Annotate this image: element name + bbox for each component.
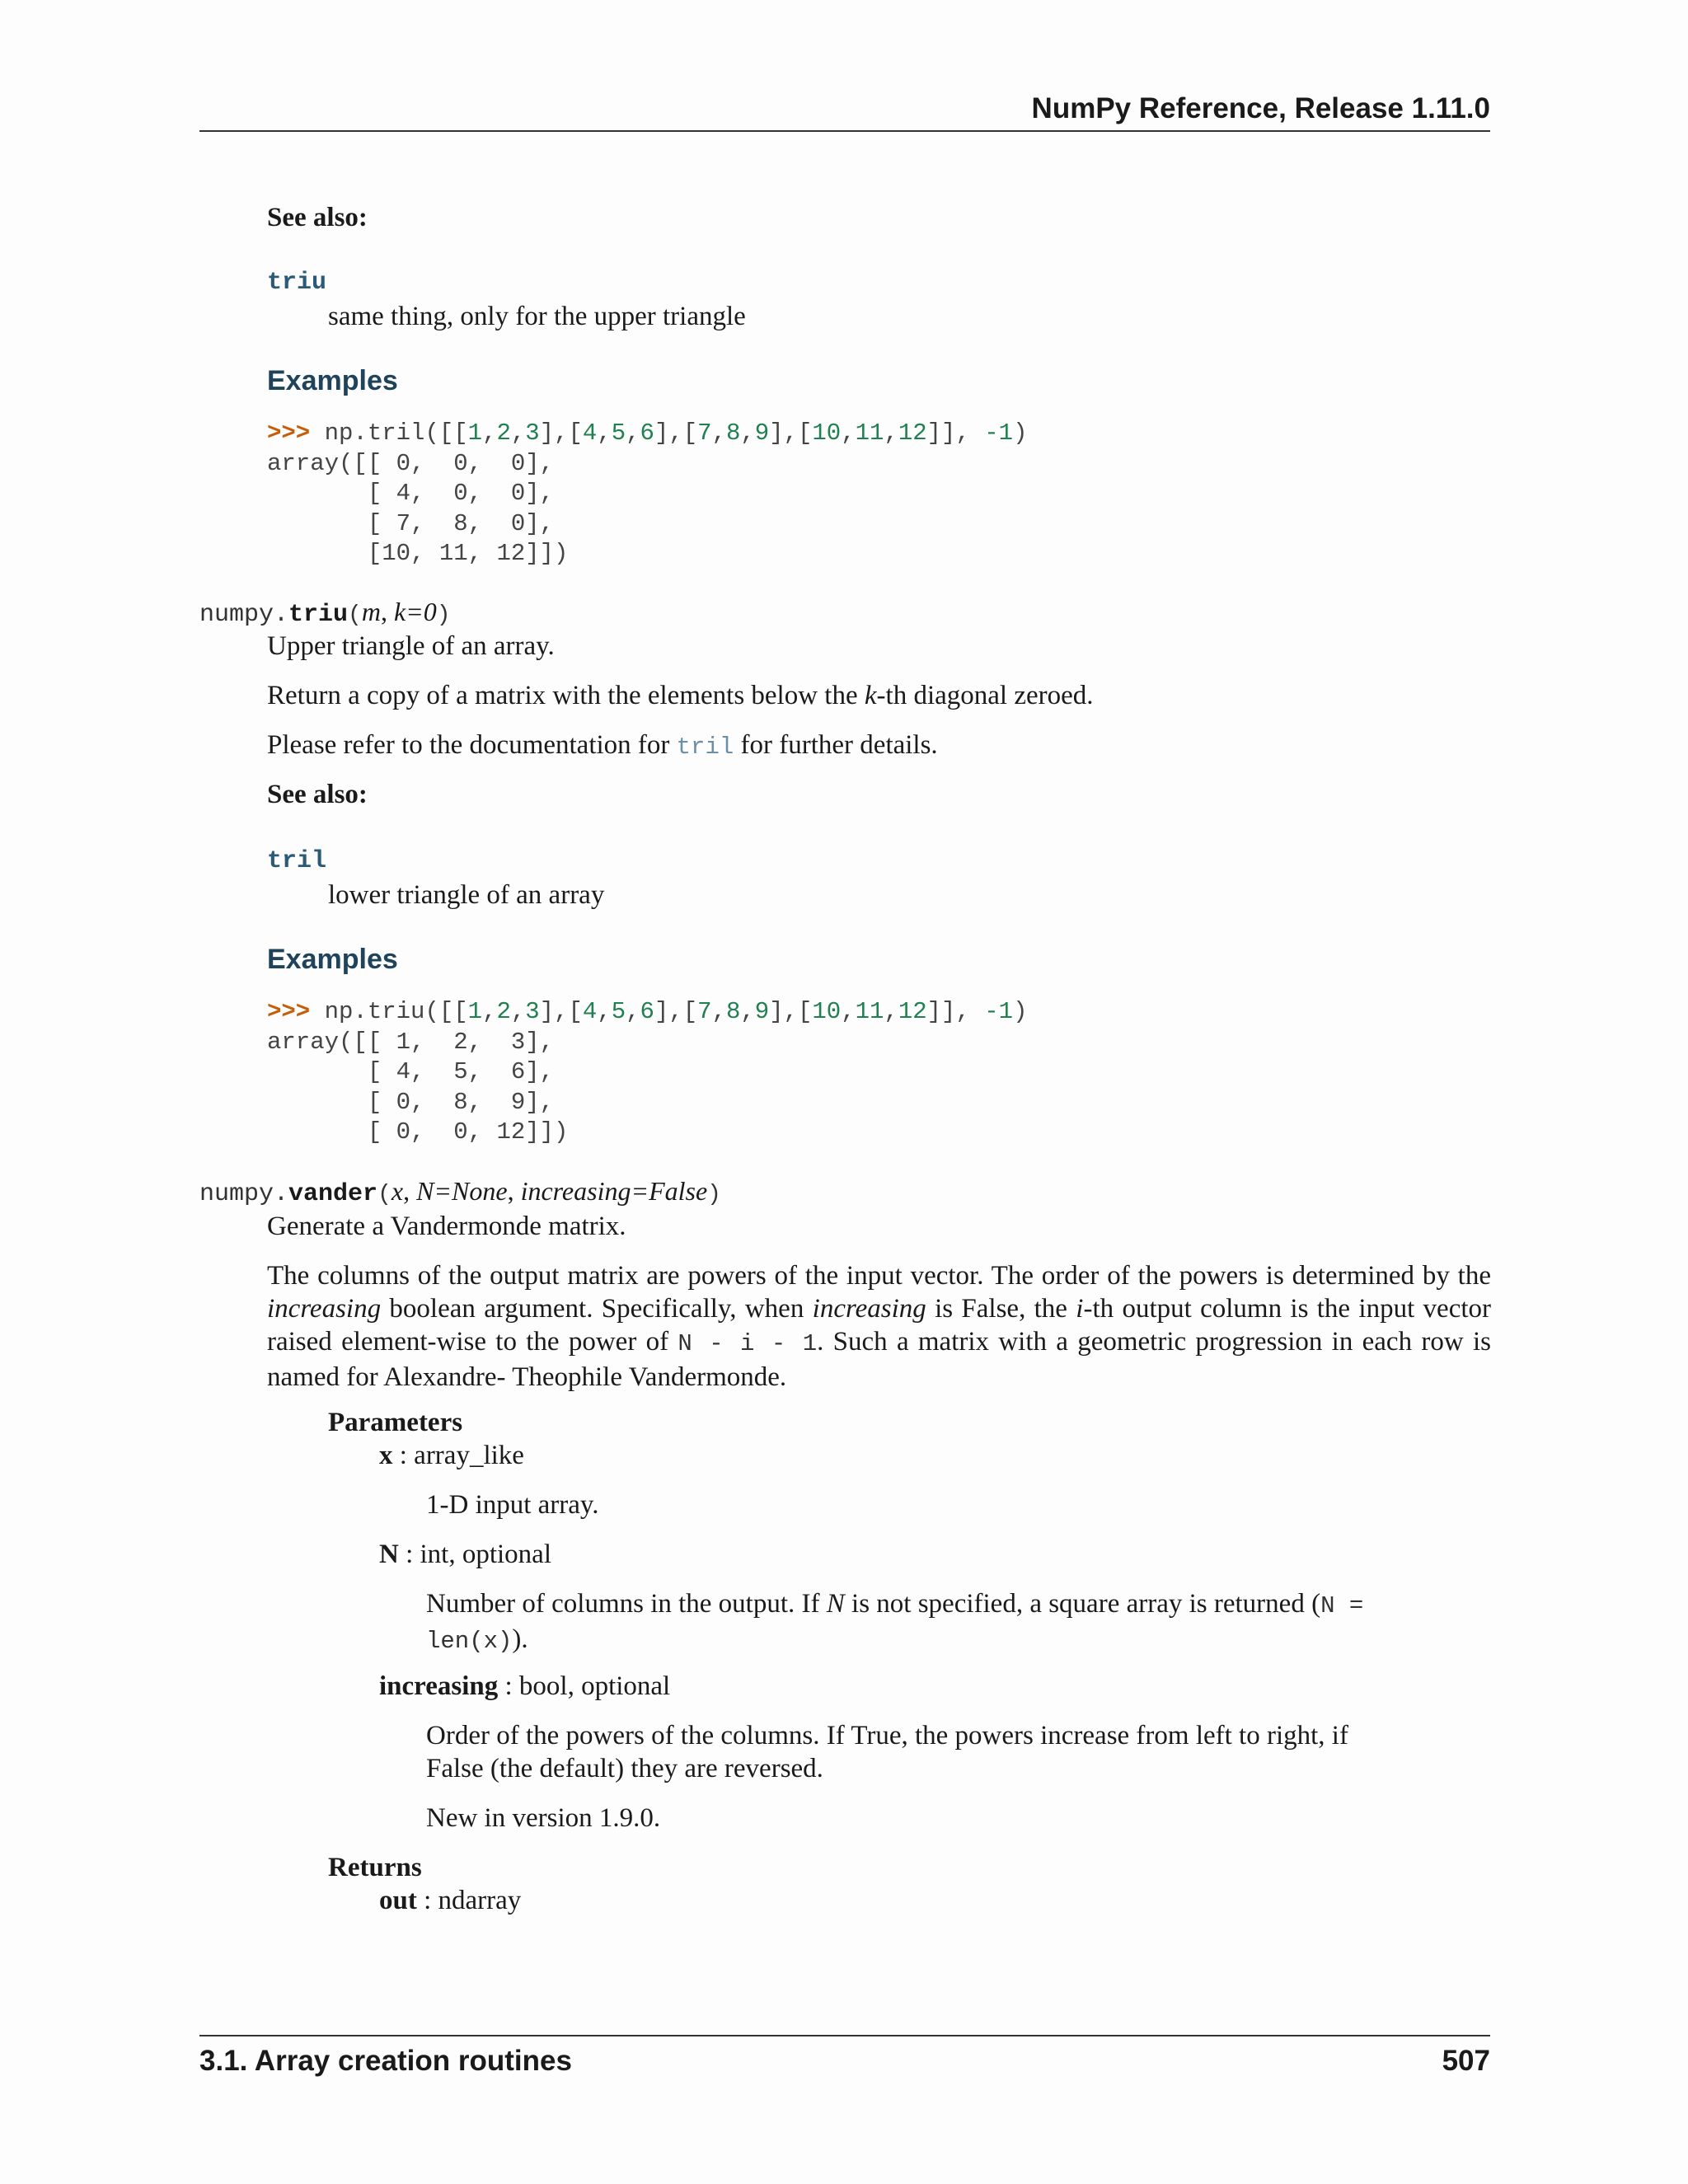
tril-inline-link[interactable]: tril xyxy=(676,733,734,761)
xref-triu-link[interactable]: triu xyxy=(267,269,327,297)
triu-examples-heading: Examples xyxy=(267,944,398,975)
tril-code-block xyxy=(267,419,1028,569)
tril-code-output-line: [ 4, 0, 0], xyxy=(267,480,555,507)
triu-code-output-line: [ 0, 0, 12]]) xyxy=(267,1118,569,1146)
param-n-name: N xyxy=(379,1540,399,1569)
tril-code-call: >>> np.tril([[1,2,3],[4,5,6],[7,8,9],[10,11,12]], -1) xyxy=(267,419,1028,447)
xref-tril-description: lower triangle of an array xyxy=(328,880,605,910)
xref-triu-description: same thing, only for the upper triangle xyxy=(328,302,746,331)
tril-see-also-label: See also: xyxy=(267,203,368,232)
header-title: NumPy Reference, Release 1.11.0 xyxy=(1031,92,1490,124)
triu-param-m: m xyxy=(361,597,381,626)
param-increasing: increasing : bool, optional xyxy=(379,1671,671,1701)
xref-tril-link[interactable]: tril xyxy=(267,847,327,875)
tril-code-output-line: [10, 11, 12]]) xyxy=(267,540,569,567)
page-footer xyxy=(199,2035,1490,2086)
vander-module: numpy. xyxy=(199,1180,289,1208)
tril-code-output-line: array([[ 0, 0, 0], xyxy=(267,449,555,477)
triu-module: numpy. xyxy=(199,601,289,629)
tril-examples-heading: Examples xyxy=(267,365,398,396)
param-x: x : array_like xyxy=(379,1441,524,1470)
triu-code-call: >>> np.triu([[1,2,3],[4,5,6],[7,8,9],[10,11,12]], -1) xyxy=(267,998,1028,1025)
param-increasing-description: Order of the powers of the columns. If True, the powers increase from left to right, if False (the default) they are reversed. xyxy=(426,1721,1348,1783)
param-increasing-version: New in version 1.9.0. xyxy=(426,1803,661,1833)
triu-description: Return a copy of a matrix with the elements below the k-th diagonal zeroed. xyxy=(267,681,1094,710)
param-x-name: x xyxy=(379,1441,393,1470)
triu-function-name: triu xyxy=(288,601,349,629)
vander-param-n: N=None xyxy=(416,1176,508,1206)
triu-refer-text: Please refer to the documentation for tril for further details. xyxy=(267,730,938,761)
triu-code-output-line: array([[ 1, 2, 3], xyxy=(267,1028,555,1056)
return-out-name: out xyxy=(379,1886,417,1915)
vander-param-x: x xyxy=(391,1176,404,1206)
inline-code-expression: N - i - 1 xyxy=(678,1330,818,1357)
triu-code-output-line: [ 4, 5, 6], xyxy=(267,1058,555,1085)
parameters-label: Parameters xyxy=(328,1408,463,1437)
param-x-description: 1-D input array. xyxy=(426,1490,599,1520)
vander-description: The columns of the output matrix are powers of the input vector. The order of the powers is determined by the increasing boolean argument. Specifically, when increasing is False, the i-th output column is the input vector raised element-wise to the power of N - i - 1. Such a matrix with a geometric progression in each row is named for Alexandre- Theophile Vandermonde. xyxy=(267,1261,1492,1392)
vander-function-name: vander xyxy=(288,1180,378,1208)
triu-summary: Upper triangle of an array. xyxy=(267,631,555,661)
code-prompt: >>> xyxy=(267,998,311,1025)
footer-page-number: 507 xyxy=(1442,2045,1490,2077)
param-n-description: Number of columns in the output. If N is not specified, a square array is returned (N = len(x)). xyxy=(426,1589,1364,1655)
vander-signature: numpy.vander(x, N=None, increasing=False) xyxy=(199,1176,721,1208)
footer-section: 3.1. Array creation routines xyxy=(199,2045,572,2077)
triu-see-also-label: See also: xyxy=(267,780,368,809)
vander-summary: Generate a Vandermonde matrix. xyxy=(267,1212,626,1241)
triu-param-k: k=0 xyxy=(393,597,437,626)
param-increasing-name: increasing xyxy=(379,1671,499,1701)
tril-code-output-line: [ 7, 8, 0], xyxy=(267,509,555,537)
return-out: out : ndarray xyxy=(379,1886,522,1915)
page-header xyxy=(199,91,1490,132)
param-n: N : int, optional xyxy=(379,1540,552,1569)
triu-code-output-line: [ 0, 8, 9], xyxy=(267,1088,555,1116)
code-prompt: >>> xyxy=(267,419,311,447)
triu-signature: numpy.triu(m, k=0) xyxy=(199,597,451,629)
vander-param-increasing: increasing=False xyxy=(520,1176,708,1206)
returns-label: Returns xyxy=(328,1853,422,1882)
triu-code-block xyxy=(267,997,1028,1148)
